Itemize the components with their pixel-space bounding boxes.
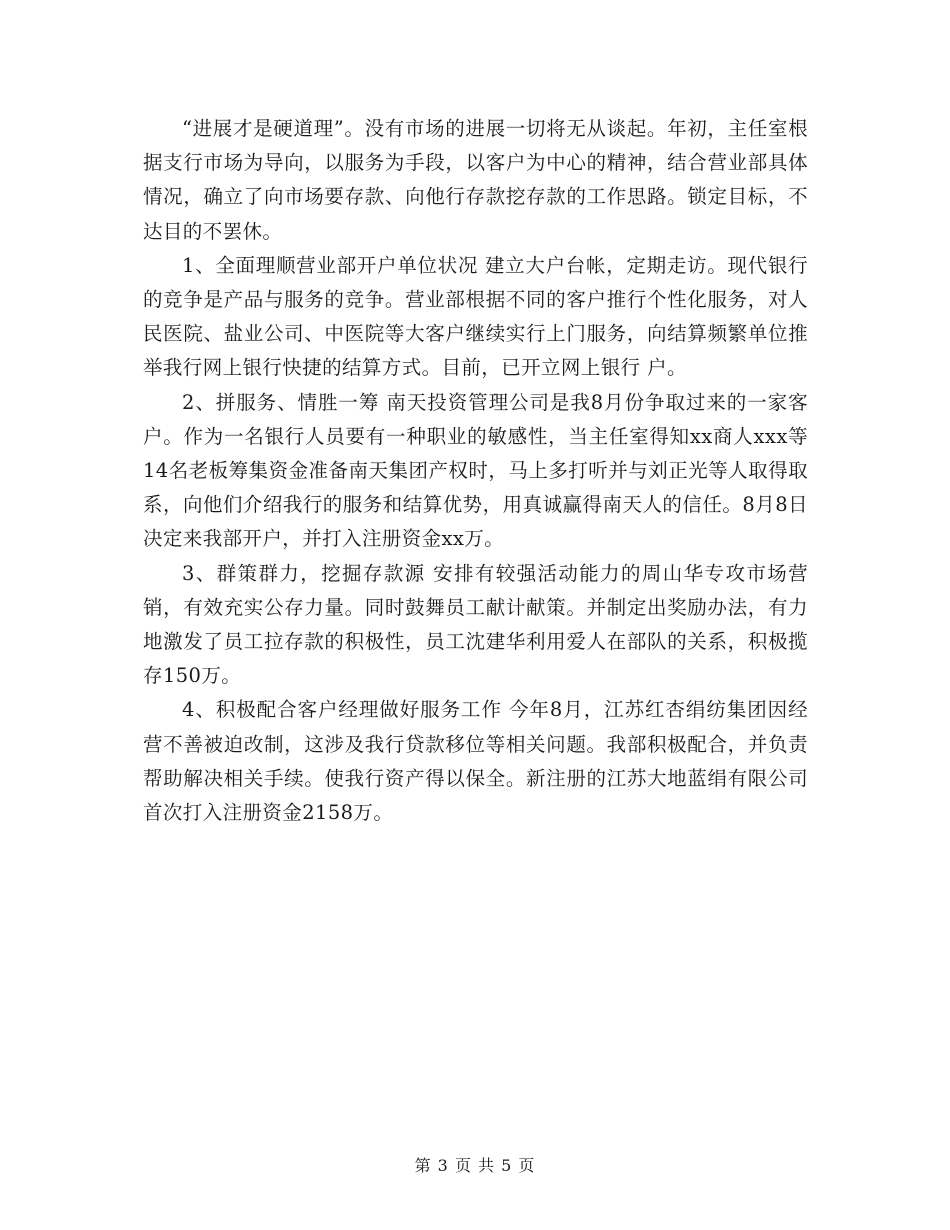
paragraph-item-3: 3、群策群力，挖掘存款源 安排有较强活动能力的周山华专攻市场营销，有效充实公存力量。同时鼓舞员工献计献策。并制定出奖励办法，有力地激发了员工拉存款的积极性，员工沈建华利用爱人在部队的关系，积极揽存150万。: [143, 561, 808, 688]
body-text: [143, 112, 808, 830]
page-footer: 第 3 页 共 5 页: [414, 1156, 536, 1175]
paragraph-item-1: 1、全面理顺营业部开户单位状况 建立大户台帐，定期走访。现代银行的竞争是产品与服务的竞争。营业部根据不同的客户推行个性化服务，对人民医院、盐业公司、中医院等大客户继续实行上门服务，向结算频繁单位推举我行网上银行快捷的结算方式。目前，已开立网上银行 户。: [143, 253, 808, 380]
paragraph-intro: “进展才是硬道理”。没有市场的进展一切将无从谈起。年初，主任室根据支行市场为导向，以服务为手段，以客户为中心的精神，结合营业部具体情况，确立了向市场要存款、向他行存款挖存款的工作思路。锁定目标，不达目的不罢休。: [143, 117, 808, 243]
paragraph-item-2: 2、拼服务、情胜一筹 南天投资管理公司是我8月份争取过来的一家客户。作为一名银行人员要有一种职业的敏感性，当主任室得知xx商人xxx等14名老板筹集资金准备南天集团产权时，马上多打听并与刘正光等人取得取系，向他们介绍我行的服务和结算优势，用真诚赢得南天人的信任。8月8日决定来我部开户，并打入注册资金xx万。: [143, 390, 808, 551]
paragraph-item-4: 4、积极配合客户经理做好服务工作 今年8月，江苏红杏绢纺集团因经营不善被迫改制，这涉及我行贷款移位等相关问题。我部积极配合，并负责帮助解决相关手续。使我行资产得以保全。新注册的江苏大地蓝绢有限公司首次打入注册资金2158万。: [143, 698, 808, 825]
